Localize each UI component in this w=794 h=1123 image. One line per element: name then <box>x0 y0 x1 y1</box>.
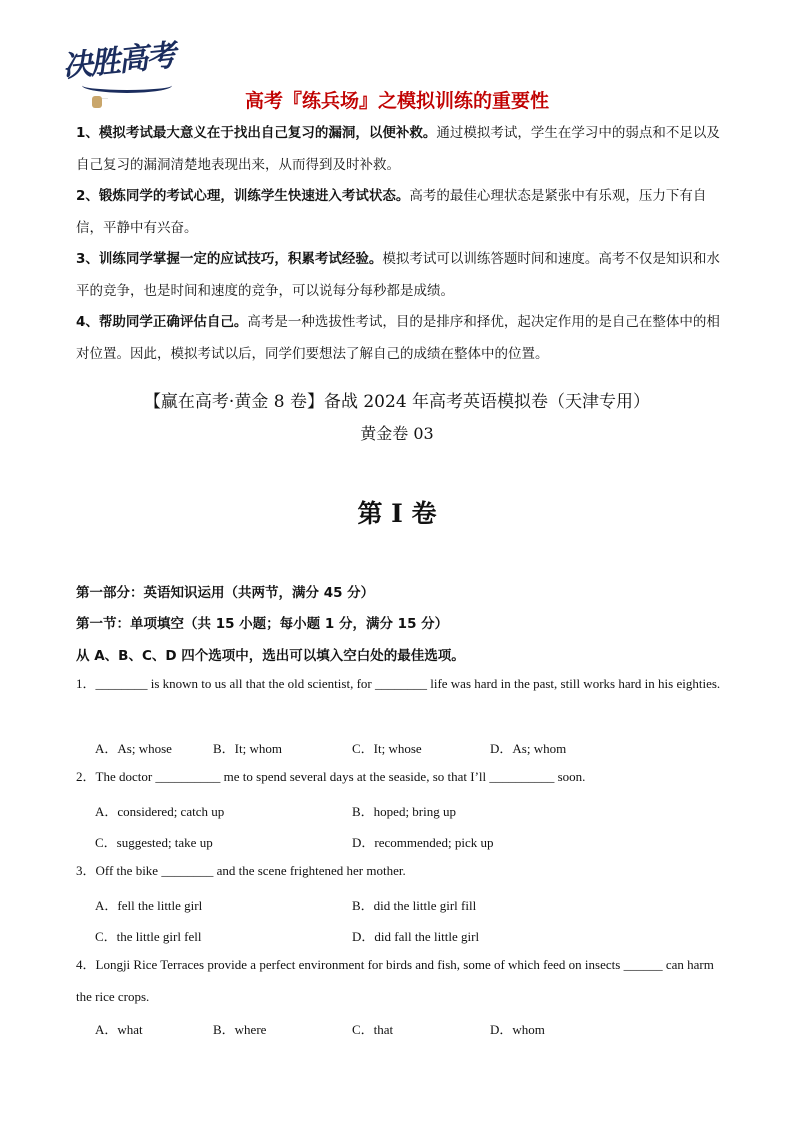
option: C．the little girl fell <box>95 929 202 944</box>
exam-subtitle: 黄金卷 03 <box>360 424 434 443</box>
question-stem: 3．Off the bike ________ and the scene frightened her mother. <box>76 863 406 878</box>
option: A．what <box>95 1022 143 1037</box>
option: A．considered; catch up <box>95 804 225 819</box>
intro-point <box>76 244 722 307</box>
option: C．that <box>352 1022 394 1037</box>
intro-point-heading: 1、模拟考试最大意义在于找出自己复习的漏洞，以便补救。 <box>76 125 437 141</box>
exam-title: 【赢在高考·黄金 8 卷】备战 2024 年高考英语模拟卷（天津专用） <box>143 392 651 412</box>
logo-text: 决胜高考 <box>60 38 176 85</box>
option: C．suggested; take up <box>95 835 213 850</box>
option: B．hoped; bring up <box>352 804 456 819</box>
intro-point-heading: 2、锻炼同学的考试心理，训练学生快速进入考试状态。 <box>76 188 410 204</box>
question-stem: 2．The doctor __________ me to spend several days at the seaside, so that I’ll __________ soon. <box>76 769 586 784</box>
intro-point-text: 高考的最佳心理状态是紧张中有乐观，压力下有自信，平静中有兴奋。 <box>76 188 707 236</box>
banner-title: 高考『练兵场』之模拟训练的重要性 <box>244 90 549 112</box>
option: C．It; whose <box>352 741 422 756</box>
option: B．did the little girl fill <box>352 898 477 913</box>
intro-point <box>76 118 722 181</box>
intro-point <box>76 307 722 370</box>
option: D．As; whom <box>490 741 567 756</box>
option: D．whom <box>490 1022 545 1037</box>
option: D．recommended; pick up <box>352 835 494 850</box>
intro-point-text: 高考是一种选拔性考试，目的是排序和择优，起决定作用的是自己在整体中的相对位置。因此，模拟考试以后，同学们要想法了解自己的成绩在整体中的位置。 <box>76 314 720 362</box>
logo-subtext: … <box>102 94 108 101</box>
part-heading: 第一部分：英语知识运用（共两节，满分 45 分） <box>76 585 375 601</box>
intro-point-text: 模拟考试可以训练答题时间和速度。高考不仅是知识和水平的竞争，也是时间和速度的竞争，可以说每分每秒都是成绩。 <box>76 251 720 299</box>
directions: 从 A、B、C、D 四个选项中，选出可以填入空白处的最佳选项。 <box>76 648 465 664</box>
intro-point-heading: 3、训练同学掌握一定的应试技巧，积累考试经验。 <box>76 251 383 267</box>
option: B．It; whom <box>213 741 282 756</box>
question-stem: 4．Longji Rice Terraces provide a perfect environment for birds and fish, some of which feed on insects ______ can harm the rice crops. <box>76 957 714 1004</box>
question-stem: 1．________ is known to us all that the old scientist, for ________ life was hard in the past, still works hard in his eighties. <box>76 676 721 691</box>
intro-point-text: 通过模拟考试，学生在学习中的弱点和不足以及自己复习的漏洞清楚地表现出来，从而得到及时补救。 <box>76 125 720 173</box>
intro-points <box>76 118 722 370</box>
option: B．where <box>213 1022 267 1037</box>
intro-point <box>76 181 722 244</box>
option: A．fell the little girl <box>95 898 203 913</box>
option: A．As; whose <box>95 741 172 756</box>
section-heading: 第一节：单项填空（共 15 小题；每小题 1 分，满分 15 分） <box>76 616 449 632</box>
option: D．did fall the little girl <box>352 929 480 944</box>
intro-point-heading: 4、帮助同学正确评估自己。 <box>76 314 248 330</box>
volume-heading: 第 I 卷 <box>357 499 437 528</box>
